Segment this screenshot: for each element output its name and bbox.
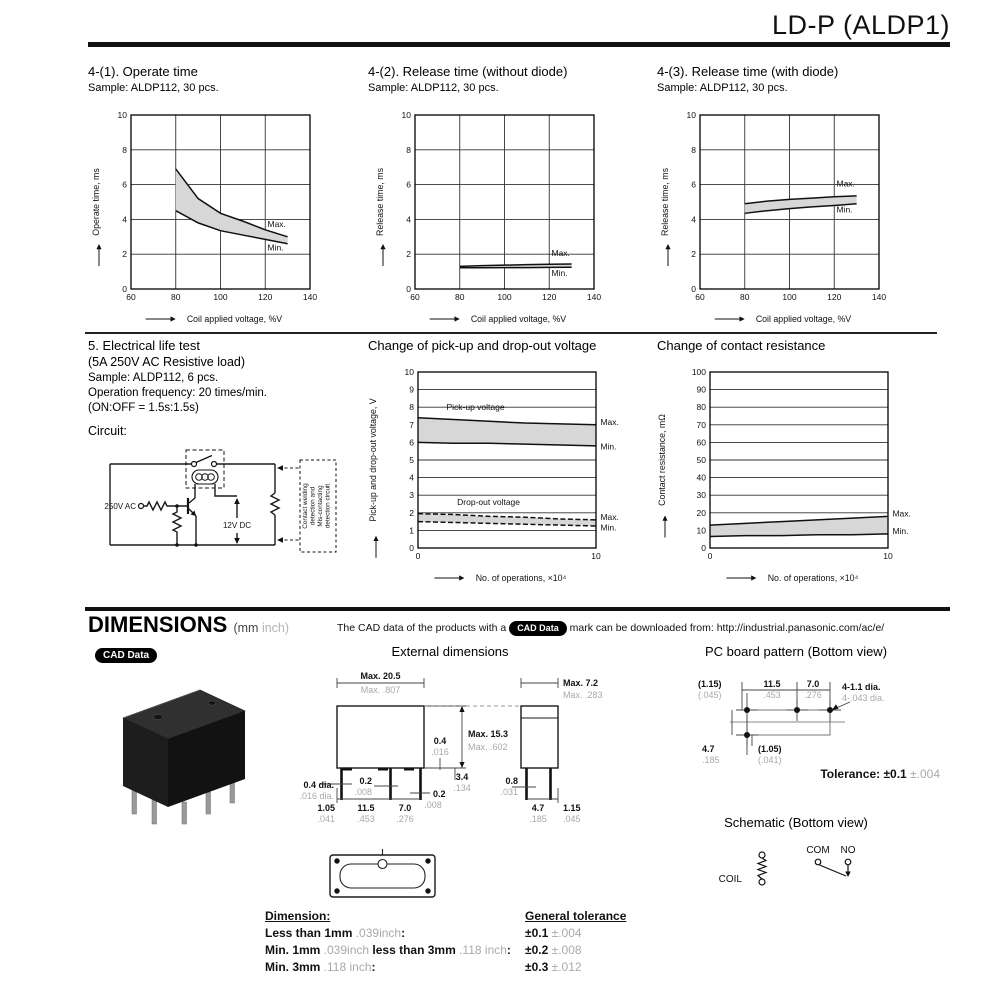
svg-text:8: 8 bbox=[409, 402, 414, 413]
dim-label: .008 bbox=[354, 787, 372, 797]
pcb-tolerance bbox=[690, 767, 940, 781]
dim-label: .008 bbox=[424, 800, 442, 810]
life-test-title: 5. Electrical life test bbox=[88, 338, 200, 353]
dim-label: .031 bbox=[500, 787, 518, 797]
dim-label: .453 bbox=[357, 814, 375, 824]
svg-text:Pick-up and drop-out voltage,: Pick-up and drop-out voltage, V bbox=[368, 398, 378, 522]
svg-text:Max.: Max. bbox=[267, 219, 286, 230]
schematic-drawing bbox=[690, 834, 950, 898]
svg-text:Min.: Min. bbox=[600, 441, 617, 452]
dimensions-rule bbox=[85, 607, 950, 611]
life-test-duty: (ON:OFF = 1.5s:1.5s) bbox=[88, 402, 199, 414]
dim-label: 0.8 bbox=[505, 776, 518, 786]
pcb-geometry bbox=[730, 682, 850, 755]
dim-label: (.041) bbox=[758, 755, 782, 765]
svg-text:0: 0 bbox=[707, 551, 713, 561]
pickup-dropout-title: Change of pick-up and drop-out voltage bbox=[368, 338, 597, 353]
svg-text:Operate time, ms: Operate time, ms bbox=[91, 168, 101, 236]
svg-text:140: 140 bbox=[586, 292, 602, 302]
external-dimensions-title: External dimensions bbox=[391, 644, 509, 659]
svg-text:60: 60 bbox=[695, 292, 705, 302]
dim-label: .134 bbox=[453, 783, 471, 793]
dim-label: (1.05) bbox=[758, 744, 782, 754]
dim-label: 0.2 bbox=[433, 789, 446, 799]
operate-time-chart bbox=[85, 96, 365, 328]
svg-text:100: 100 bbox=[497, 292, 512, 302]
dim-label: .276 bbox=[396, 814, 414, 824]
units-mm: (mm bbox=[233, 621, 259, 635]
svg-text:Coil applied voltage, %V: Coil applied voltage, %V bbox=[470, 314, 567, 324]
svg-text:10: 10 bbox=[686, 110, 696, 120]
dim-label: 1.05 bbox=[317, 803, 335, 813]
chart3-title: 4-(3). Release time (with diode) bbox=[657, 64, 839, 79]
relay-dimple bbox=[208, 701, 216, 705]
svg-text:40: 40 bbox=[696, 472, 706, 483]
contact-terminal bbox=[212, 462, 217, 467]
svg-text:Contact resistance, mΩ: Contact resistance, mΩ bbox=[657, 414, 667, 506]
svg-text:Max.: Max. bbox=[551, 247, 570, 258]
svg-text:0: 0 bbox=[415, 551, 421, 561]
svg-text:0: 0 bbox=[122, 284, 127, 294]
svg-text:60: 60 bbox=[126, 292, 136, 302]
dim-label: 11.5 bbox=[357, 803, 375, 813]
dim-label: .016 dia. bbox=[299, 791, 334, 801]
svg-text:Drop-out voltage: Drop-out voltage bbox=[457, 496, 521, 507]
contact-terminal bbox=[192, 462, 197, 467]
life-test-sample: Sample: ALDP112, 6 pcs. bbox=[88, 372, 219, 384]
dim-label: 0.2 bbox=[359, 776, 372, 786]
dim-label: 4.7 bbox=[702, 744, 715, 754]
tolerance-row: Less than 1mm .039inch: ±0.1 ±.004 bbox=[265, 926, 582, 940]
svg-text:7: 7 bbox=[409, 419, 414, 430]
dim-label: (.045) bbox=[698, 690, 722, 700]
svg-text:8: 8 bbox=[122, 144, 127, 155]
ac-source-label: 250V AC bbox=[104, 502, 136, 511]
life-test-frequency: Operation frequency: 20 times/min. bbox=[88, 387, 267, 399]
tolerance-row: Min. 3mm .118 inch: ±0.3 ±.012 bbox=[265, 960, 582, 974]
dim-label: Max. .283 bbox=[563, 690, 603, 700]
tolerance-row: Min. 1mm .039inch less than 3mm .118 inch: ±0.2 ±.008 bbox=[265, 943, 582, 957]
svg-text:Release time, ms: Release time, ms bbox=[375, 168, 385, 236]
dc-source-label: 12V DC bbox=[222, 521, 252, 530]
svg-text:Max.: Max. bbox=[836, 178, 855, 189]
svg-text:100: 100 bbox=[213, 292, 228, 302]
svg-text:30: 30 bbox=[696, 490, 706, 501]
svg-text:9: 9 bbox=[409, 384, 414, 395]
svg-text:Max.: Max. bbox=[892, 508, 911, 519]
bypass-resistor bbox=[173, 506, 181, 545]
pickup-dropout-chart bbox=[363, 358, 658, 590]
svg-text:6: 6 bbox=[691, 179, 696, 190]
svg-text:Min.: Min. bbox=[267, 242, 284, 253]
cad-note-post: mark can be downloaded from: http://industrial.panasonic.com/ac/e/ bbox=[569, 622, 885, 634]
relay-product-image bbox=[92, 676, 267, 828]
svg-text:10: 10 bbox=[404, 367, 414, 377]
svg-text:140: 140 bbox=[871, 292, 887, 302]
dim-label: 1.15 bbox=[563, 803, 581, 813]
dimensions-title: DIMENSIONS bbox=[88, 612, 228, 637]
coil-label: COIL bbox=[718, 874, 742, 885]
dim-label: Max. 20.5 bbox=[360, 671, 401, 681]
header-rule bbox=[88, 42, 950, 47]
svg-text:Coil applied voltage, %V: Coil applied voltage, %V bbox=[755, 314, 852, 324]
svg-text:120: 120 bbox=[542, 292, 557, 302]
svg-text:80: 80 bbox=[171, 292, 181, 302]
dim-label: .453 bbox=[763, 690, 781, 700]
svg-text:6: 6 bbox=[406, 179, 411, 190]
svg-text:0: 0 bbox=[701, 543, 706, 553]
dim-label: Max. 15.3 bbox=[468, 729, 509, 739]
svg-text:90: 90 bbox=[696, 384, 706, 395]
svg-text:80: 80 bbox=[455, 292, 465, 302]
schematic-coil bbox=[758, 852, 766, 885]
cad-badge-inline: CAD Data bbox=[509, 621, 567, 636]
svg-text:Pick-up voltage: Pick-up voltage bbox=[446, 401, 505, 412]
svg-text:4: 4 bbox=[122, 214, 127, 225]
svg-text:4: 4 bbox=[409, 472, 414, 483]
svg-text:80: 80 bbox=[696, 402, 706, 413]
relay-body bbox=[123, 690, 245, 807]
svg-text:5: 5 bbox=[409, 455, 414, 465]
dimensions-heading bbox=[88, 612, 289, 638]
dim-label: .276 bbox=[804, 690, 822, 700]
release-time-with-diode-chart bbox=[654, 96, 934, 328]
svg-text:4: 4 bbox=[691, 214, 696, 225]
svg-text:120: 120 bbox=[258, 292, 273, 302]
dim-label: 7.0 bbox=[398, 803, 412, 813]
dim-label: 4-1.1 dia. bbox=[842, 682, 881, 692]
svg-text:10: 10 bbox=[696, 525, 706, 536]
svg-text:20: 20 bbox=[696, 507, 706, 518]
svg-text:Min.: Min. bbox=[551, 267, 568, 278]
tolerance-table-header bbox=[265, 908, 626, 925]
chart1-title: 4-(1). Operate time bbox=[88, 64, 198, 79]
bottom-view bbox=[330, 849, 435, 897]
svg-text:10: 10 bbox=[117, 110, 127, 120]
detection-label-line: Mis-contacting bbox=[317, 485, 324, 527]
dim-label: Max. .602 bbox=[468, 742, 508, 752]
tolerance-header-dim: Dimension: bbox=[265, 909, 331, 923]
dim-label: .185 bbox=[529, 814, 547, 824]
svg-text:3: 3 bbox=[409, 490, 414, 501]
svg-text:2: 2 bbox=[409, 507, 414, 518]
tolerance-table bbox=[265, 908, 626, 976]
dim-label: .016 bbox=[431, 747, 449, 757]
svg-text:Release time, ms: Release time, ms bbox=[660, 168, 670, 236]
svg-text:6: 6 bbox=[409, 437, 414, 448]
svg-text:8: 8 bbox=[406, 144, 411, 155]
tolerance-header-tol: General tolerance bbox=[525, 909, 627, 923]
dim-label: 4.7 bbox=[531, 803, 545, 813]
svg-text:0: 0 bbox=[691, 284, 696, 294]
side-view bbox=[521, 706, 558, 800]
detection-label-line: detection circuit bbox=[324, 483, 332, 529]
cad-note bbox=[337, 621, 884, 636]
life-test-load: (5A 250V AC Resistive load) bbox=[88, 355, 246, 369]
life-test-circuit-diagram bbox=[95, 448, 345, 560]
svg-text:2: 2 bbox=[122, 249, 127, 260]
svg-text:2: 2 bbox=[691, 249, 696, 260]
chart3-sample: Sample: ALDP112, 30 pcs. bbox=[657, 82, 788, 94]
svg-text:Max.: Max. bbox=[600, 511, 619, 522]
svg-text:4: 4 bbox=[406, 214, 411, 225]
external-dimensions-drawing bbox=[290, 660, 660, 910]
svg-text:No. of operations, ×10⁴: No. of operations, ×10⁴ bbox=[767, 573, 859, 583]
svg-text:Max.: Max. bbox=[600, 416, 619, 427]
dim-label: 4-.043 dia. bbox=[842, 693, 885, 703]
chart2-sample: Sample: ALDP112, 30 pcs. bbox=[368, 82, 499, 94]
pcb-pattern-drawing bbox=[690, 660, 990, 775]
base-resistor bbox=[144, 502, 188, 510]
contact-resistance-chart bbox=[650, 358, 945, 590]
svg-text:Min.: Min. bbox=[836, 204, 853, 215]
svg-text:80: 80 bbox=[740, 292, 750, 302]
dim-label: 7.0 bbox=[806, 679, 820, 689]
input-terminal bbox=[139, 504, 144, 509]
svg-text:8: 8 bbox=[691, 144, 696, 155]
svg-text:70: 70 bbox=[696, 419, 706, 430]
com-label: COM bbox=[806, 845, 830, 856]
svg-text:100: 100 bbox=[691, 367, 706, 377]
dim-label: Max. 7.2 bbox=[563, 678, 599, 688]
svg-text:0: 0 bbox=[406, 284, 411, 294]
svg-text:6: 6 bbox=[122, 179, 127, 190]
svg-text:100: 100 bbox=[782, 292, 797, 302]
dim-label: 3.4 bbox=[455, 772, 469, 782]
chart1-sample: Sample: ALDP112, 30 pcs. bbox=[88, 82, 219, 94]
contact-resistance-title: Change of contact resistance bbox=[657, 338, 826, 353]
tolerance-inch: ±.004 bbox=[906, 767, 940, 781]
relay-dimple bbox=[154, 714, 163, 719]
no-label: NO bbox=[840, 845, 856, 856]
svg-text:10: 10 bbox=[883, 551, 893, 561]
svg-text:120: 120 bbox=[827, 292, 842, 302]
cad-note-pre: The CAD data of the products with a bbox=[337, 622, 507, 634]
page-title: LD-P (ALDP1) bbox=[771, 10, 950, 40]
svg-text:10: 10 bbox=[401, 110, 411, 120]
release-time-no-diode-chart bbox=[369, 96, 649, 328]
svg-text:60: 60 bbox=[410, 292, 420, 302]
svg-text:0: 0 bbox=[409, 543, 414, 553]
detection-label-line: detection and bbox=[309, 486, 317, 526]
dim-label: 11.5 bbox=[763, 679, 781, 689]
svg-text:140: 140 bbox=[302, 292, 318, 302]
load-resistor bbox=[271, 493, 279, 515]
cad-badge bbox=[95, 645, 157, 663]
dim-label: Max. .807 bbox=[360, 685, 401, 695]
section-rule bbox=[85, 332, 937, 334]
schematic-contacts bbox=[815, 859, 851, 877]
svg-text:50: 50 bbox=[696, 455, 706, 465]
units-inch: inch) bbox=[258, 621, 290, 635]
dim-label: .185 bbox=[702, 755, 720, 765]
schematic-title: Schematic (Bottom view) bbox=[724, 815, 868, 830]
svg-text:2: 2 bbox=[406, 249, 411, 260]
dim-label: 0.4 dia. bbox=[303, 780, 334, 790]
chart2-title: 4-(2). Release time (without diode) bbox=[368, 64, 568, 79]
dim-label: (1.15) bbox=[698, 679, 722, 689]
svg-text:Min.: Min. bbox=[892, 525, 909, 536]
svg-text:60: 60 bbox=[696, 437, 706, 448]
dim-label: .045 bbox=[563, 814, 581, 824]
dim-label: 0.4 bbox=[433, 736, 447, 746]
svg-text:Coil applied voltage, %V: Coil applied voltage, %V bbox=[186, 314, 283, 324]
dim-label: .041 bbox=[317, 814, 335, 824]
svg-text:Min.: Min. bbox=[600, 522, 617, 533]
tolerance-rows bbox=[265, 925, 626, 976]
relay-dut-outline bbox=[186, 450, 224, 488]
detection-label-line: Contact welding bbox=[302, 483, 309, 529]
circuit-label: Circuit: bbox=[88, 424, 127, 438]
svg-text:No. of operations, ×10⁴: No. of operations, ×10⁴ bbox=[475, 573, 567, 583]
svg-text:10: 10 bbox=[591, 551, 601, 561]
cad-badge-label: CAD Data bbox=[95, 648, 157, 663]
svg-text:1: 1 bbox=[409, 525, 414, 536]
pcb-pattern-title: PC board pattern (Bottom view) bbox=[704, 644, 888, 659]
tolerance-mm: Tolerance: ±0.1 bbox=[820, 767, 907, 781]
